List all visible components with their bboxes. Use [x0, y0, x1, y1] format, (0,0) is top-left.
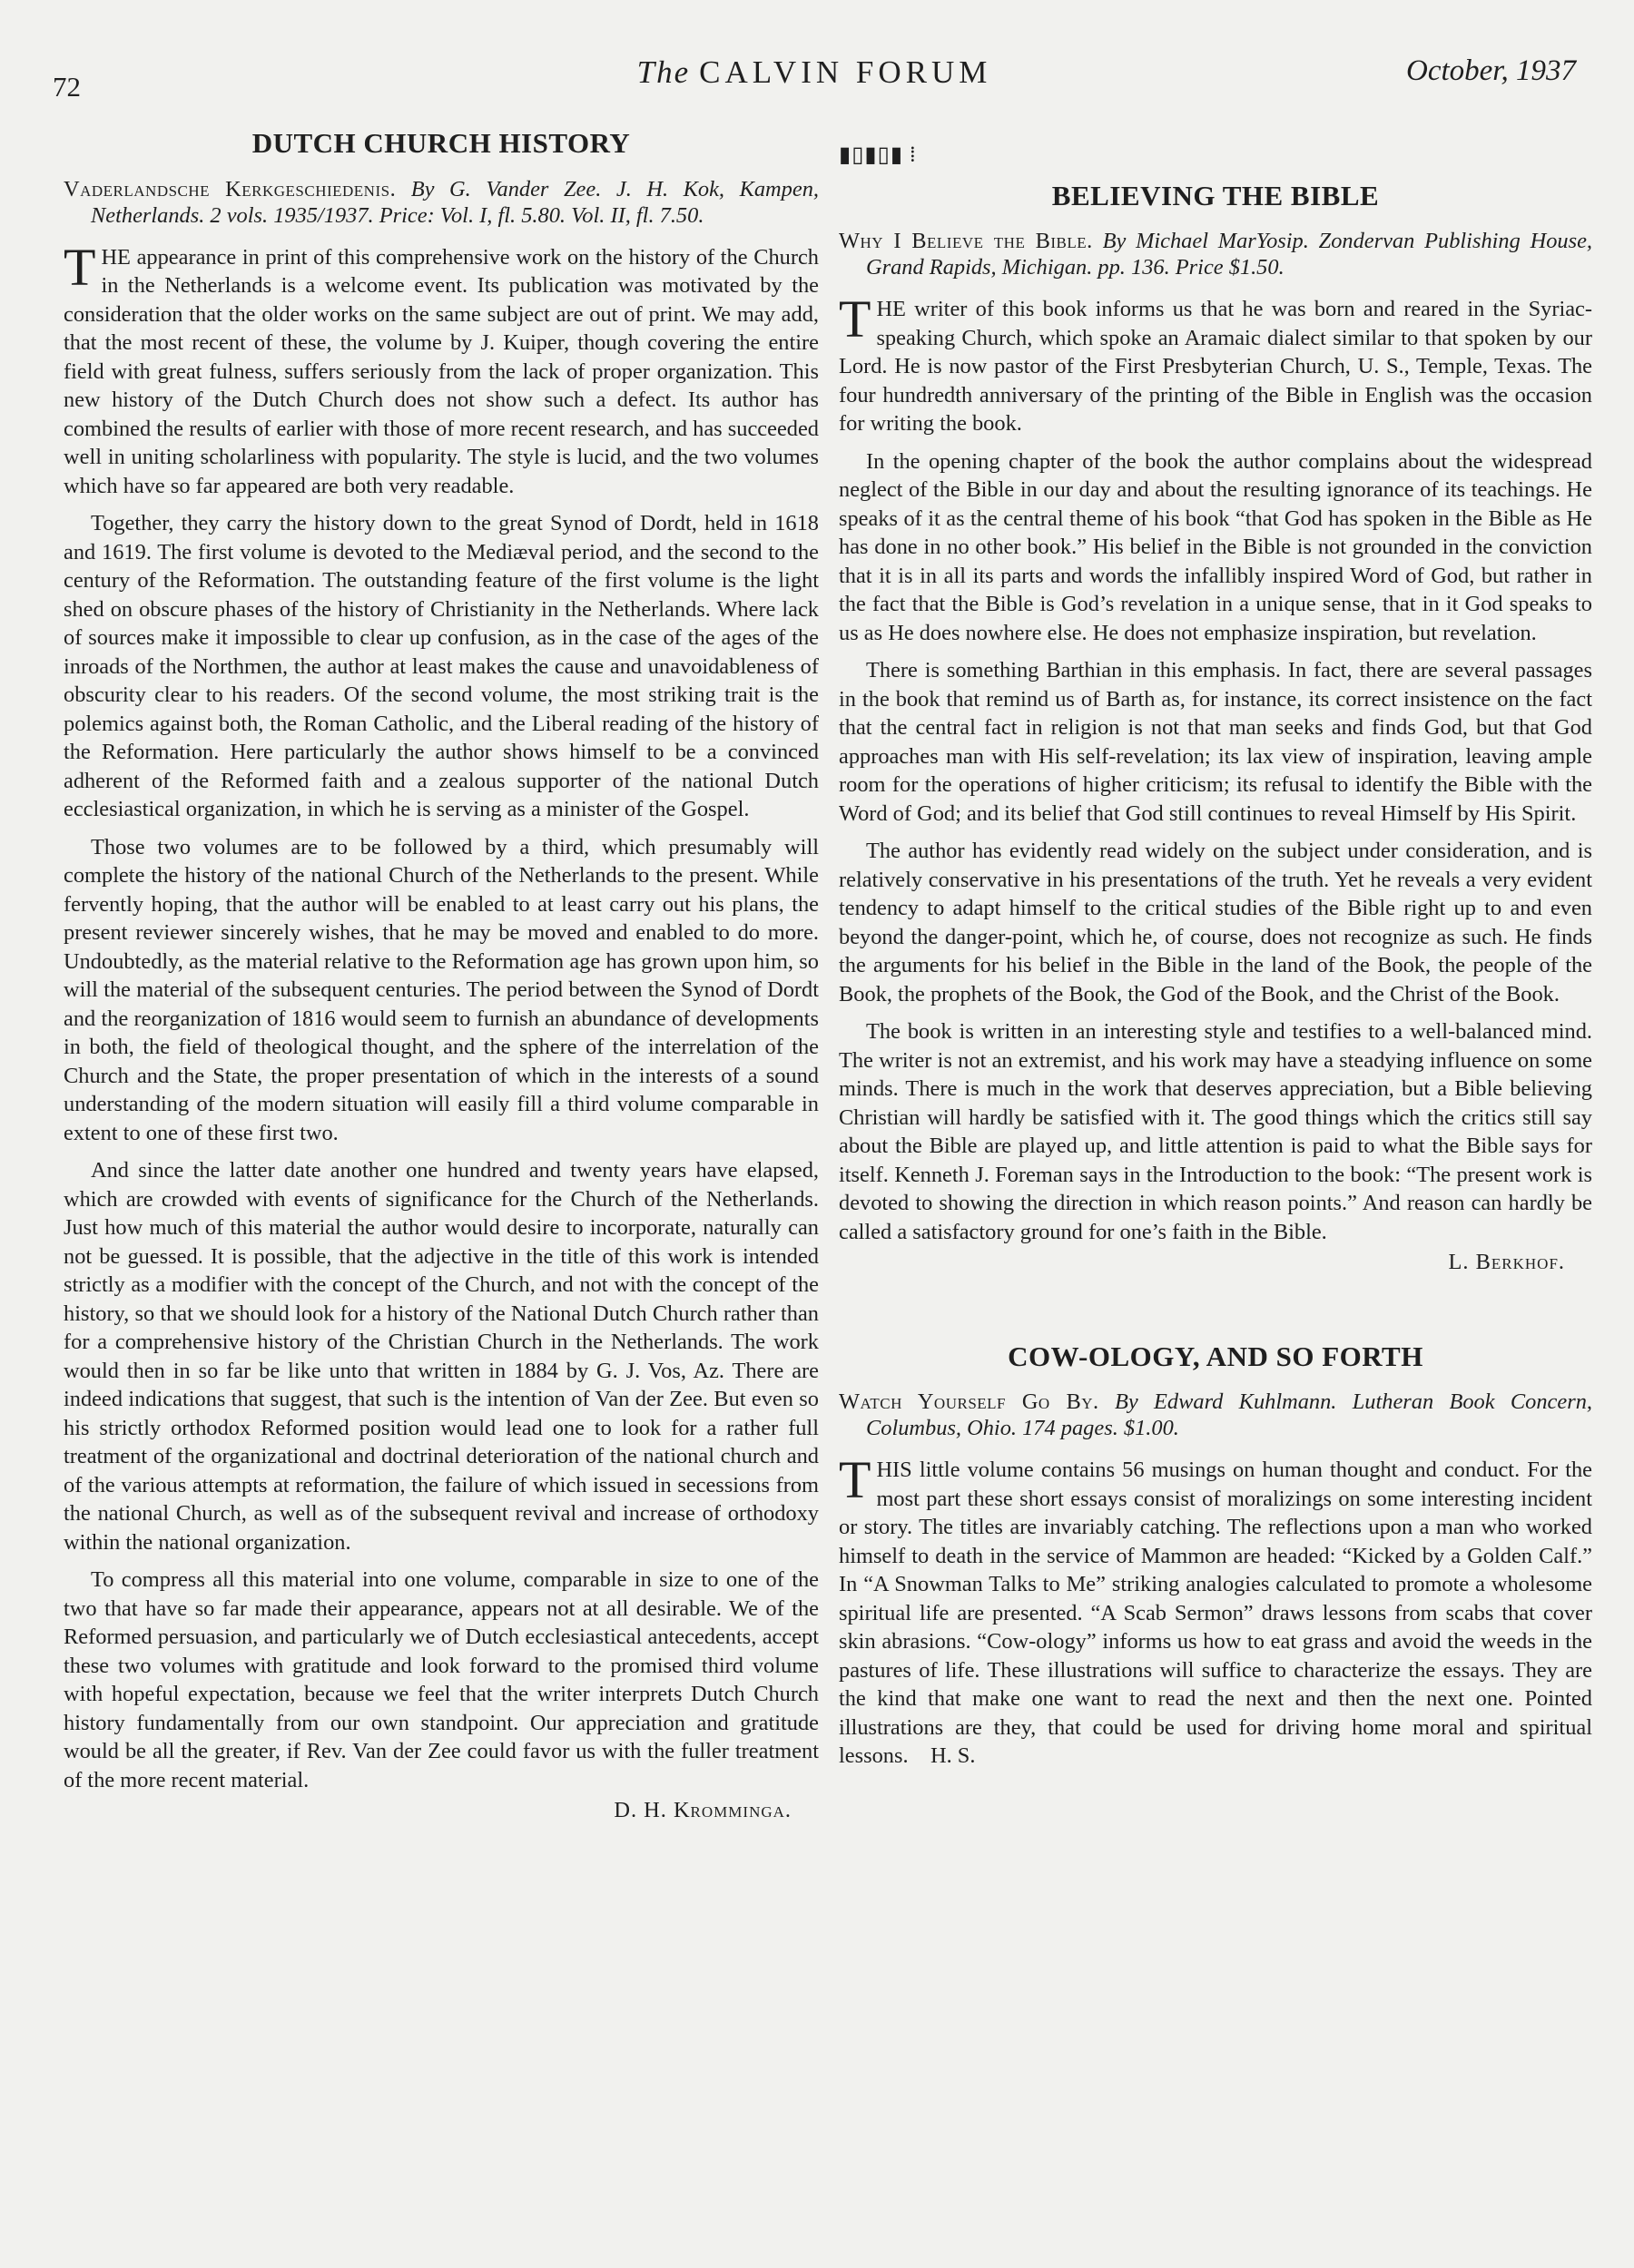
section-gap: [839, 1277, 1592, 1331]
paragraph: THIS little volume contains 56 musings on human thought and conduct. For the most part these short essays consist of moralizings on some interesting incident or story. The titles are invariably catching. The reflections upon a man who worked himself to death in the service of Mammon are headed: “Kicked by a Golden Calf.” In “A Snowman Talks to Me” striking analogies calculated to promote a wholesome spiritual life are presented. “A Scab Sermon” draws lessons from scabs that cover skin abrasions. “Cow-ology” informs us how to eat grass and avoid the weeds in the pastures of life. These illustrations will suffice to characterize the essays. They are the kind that make one want to read the next and then the next one. Pointed illustrations are they, that could be used for driving home moral and spiritual lessons. H. S.: [839, 1450, 1592, 1768]
drop-cap: T: [839, 290, 871, 349]
book-title: Vaderlandsche Kerkgeschiedenis.: [64, 176, 397, 201]
journal-the: The: [636, 54, 691, 90]
drop-cap: T: [64, 237, 96, 297]
book-citation: [64, 176, 819, 229]
signature-kromminga: D. H. Kromminga.: [614, 1798, 792, 1822]
book-details: By Michael MarYosip. Zondervan Publishing House, Grand Rapids, Michigan. pp. 136. Price $1.50.: [866, 229, 1593, 280]
right-column: [839, 116, 1592, 1771]
signature-berkhof: L. Berkhof.: [1448, 1250, 1565, 1274]
signature-hs: H. S.: [930, 1743, 976, 1768]
paragraph: There is something Barthian in this emphasis. In fact, there are several passages in the book that remind us of Barth as, for instance, its correct insistence on the fact that the central fact in religion is not that man seeks and finds God, but that God approaches man with His self-revelation; its lax view of inspiration, leaving ample room for the operations of higher criticism; its refusal to identify the Bible with the Word of God; and its belief that God still continues to reveal Himself by His Spirit.: [839, 658, 1592, 826]
journal-title: [53, 54, 1576, 91]
book-title: Why I Believe the Bible.: [839, 229, 1093, 253]
book-citation: [839, 228, 1592, 280]
paragraph: Those two volumes are to be followed by a third, which presumably will complete the history of the national Church of the Netherlands to the present. While fervently hoping, that the author will be enabled to at least carry out his plans, the present reviewer sincerely wishes, that he may be moved and enabled to do more. Undoubtedly, as the material relative to the Reformation age has grown upon him, so will the material of the subsequent centuries. The period between the Synod of Dordt and the reorganization of 1816 would seem to furnish an abundance of developments in both, the field of theological thought, and the sphere of the interrelation of the Church and the State, the proper presentation of which in the interests of a sound understanding of the modern situation will easily fill a third volume comparable in extent to one of these first two.: [64, 834, 819, 1145]
review-title-believing-the-bible: BELIEVING THE BIBLE: [1051, 179, 1380, 211]
book-details: By G. Vander Zee. J. H. Kok, Kampen, Netherlands. 2 vols. 1935/1937. Price: Vol. I, fl. 5.80. Vol. II, fl. 7.50.: [91, 176, 819, 228]
paragraph: THE writer of this book informs us that he was born and reared in the Syriac-speaking Church, which spoke an Aramaic dialect similar to that spoken by our Lord. He is now pastor of the First Presbyterian Church, U. S., Temple, Texas. The four hundredth anniversary of the printing of the Bible in English was the occasion for writing the book.: [839, 290, 1592, 436]
book-details: By Edward Kuhlmann. Lutheran Book Concern, Columbus, Ohio. 174 pages. $1.00.: [866, 1389, 1592, 1440]
paragraph: To compress all this material into one volume, comparable in size to one of the two that have so far made their appearance, appears not at all desirable. We of the Reformed persuasion, and particularly we of Dutch ecclesiastical antecedents, accept these two volumes with gratitude and look forward to the promised third volume with hopeful expectation, because we feel that the writer interprets Dutch Church history fundamentally from our own standpoint. Our appreciation and gratitude would be all the greater, if Rev. Van der Zee could favor us with the fuller treatment of the more recent material.: [64, 1567, 819, 1792]
issue-date: October, 1937: [1406, 54, 1576, 87]
paragraph: In the opening chapter of the book the author complains about the widespread neglect of the Bible in our day and about the resulting ignorance of its teachings. He speaks of it as the central theme of his book “that God has spoken in the Bible as He has done in no other book.” His belief in the Bible is not grounded in the conviction that it is in all its parts and words the infallibly inspired Word of God, but rather in the fact that the Bible is God’s revelation in a unique sense, that in it God speaks to us as He does nowhere else. He does not emphasize inspiration, but revelation.: [839, 448, 1592, 645]
divider-ornament: ▮▯▮▯▮ ⁞: [839, 143, 917, 167]
journal-name: CALVIN FORUM: [699, 54, 992, 90]
book-citation: [839, 1389, 1592, 1441]
paragraph: And since the latter date another one hundred and twenty years have elapsed, which are crowded with events of significance for the Church of the Netherlands. Just how much of this material the author would desire to incorporate, naturally can not be guessed. It is possible, that the adjective in the title of this work is intended strictly as a modifier with the concept of the Church, and not with the concept of the history, so that we should look for a history of the National Dutch Church rather than for a comprehensive history of the Christian Church in the Netherlands. The work would then in so far be like unto that written in 1884 by G. J. Vos, Az. There are indeed indications that suggest, that such is the intention of Van der Zee. But even so his strictly orthodox Reformed position would lead one to look for a rather full treatment of the organizational and doctrinal deterioration of the national church and of the various attempts at reformation, the failure of which issued in secessions from the national Church, as well as of the subsequent revival and increase of orthodoxy within the national organization.: [64, 1158, 819, 1555]
paragraph: The author has evidently read widely on the subject under consideration, and is relatively conservative in his presentations of the truth. Yet he reveals a very evident tendency to adapt himself to the critical studies of the Bible right up to and even beyond the danger-point, which he, of course, does not recognize as such. He finds the arguments for his belief in the Bible in the land of the Book, the people of the Book, the prophets of the Book, the God of the Book, and the Christ of the Book.: [839, 839, 1592, 1006]
drop-cap: T: [839, 1450, 871, 1509]
review-title-dutch-church-history: DUTCH CHURCH HISTORY: [251, 127, 631, 159]
left-column: [64, 118, 819, 1825]
review-title-cow-ology: COW-OLOGY, AND SO FORTH: [1008, 1340, 1423, 1372]
running-header: [53, 53, 1576, 103]
paragraph: The book is written in an interesting style and testifies to a well-balanced mind. The writer is not an extremist, and his work may have a steadying influence on some minds. There is much in the work that deserves appreciation, but a Bible believing Christian will hardly be satisfied with it. The good things which the critics still say about the Bible are played up, and little attention is paid to what the Bible says for itself. Kenneth J. Foreman says in the Introduction to the book: “The present work is devoted to showing the direction in which reason points.” And reason can hardly be called a satisfactory ground for one’s faith in the Bible.: [839, 1019, 1592, 1244]
paragraph: THE appearance in print of this comprehensive work on the history of the Church in the Netherlands is a welcome event. Its publication was motivated by the consideration that the older works on the same subject are out of print. We may add, that the most recent of these, the volume by J. Kuiper, though covering the entire field with great fulness, suffers seriously from the lack of proper organization. This new history of the Dutch Church does not show such a defect. Its author has combined the results of earlier with those of more recent research, and has succeeded well in uniting scholarliness with popularity. The style is lucid, and the two volumes which have so far appeared are both very readable.: [64, 237, 819, 498]
book-title: Watch Yourself Go By.: [839, 1389, 1099, 1414]
page-number: 72: [53, 71, 81, 103]
paragraph: Together, they carry the history down to the great Synod of Dordt, held in 1618 and 1619. The first volume is devoted to the Mediæval period, and the second to the century of the Reformation. The outstanding feature of the first volume is the light shed on obscure phases of the history of Christianity in the Netherlands. Where lack of sources make it impossible to clear up confusion, as in the case of the ages of the inroads of the Northmen, the author at least makes the cause and unavoidableness of obscurity clear to his readers. Of the second volume, the most striking trait is the polemics against both, the Roman Catholic, and the Liberal reading of the history of the Reformation. Here particularly the author shows himself to be a convinced adherent of the Reformed faith and a zealous supporter of the national Dutch ecclesiastical organization, in which he is serving as a minister of the Gospel.: [64, 511, 819, 821]
